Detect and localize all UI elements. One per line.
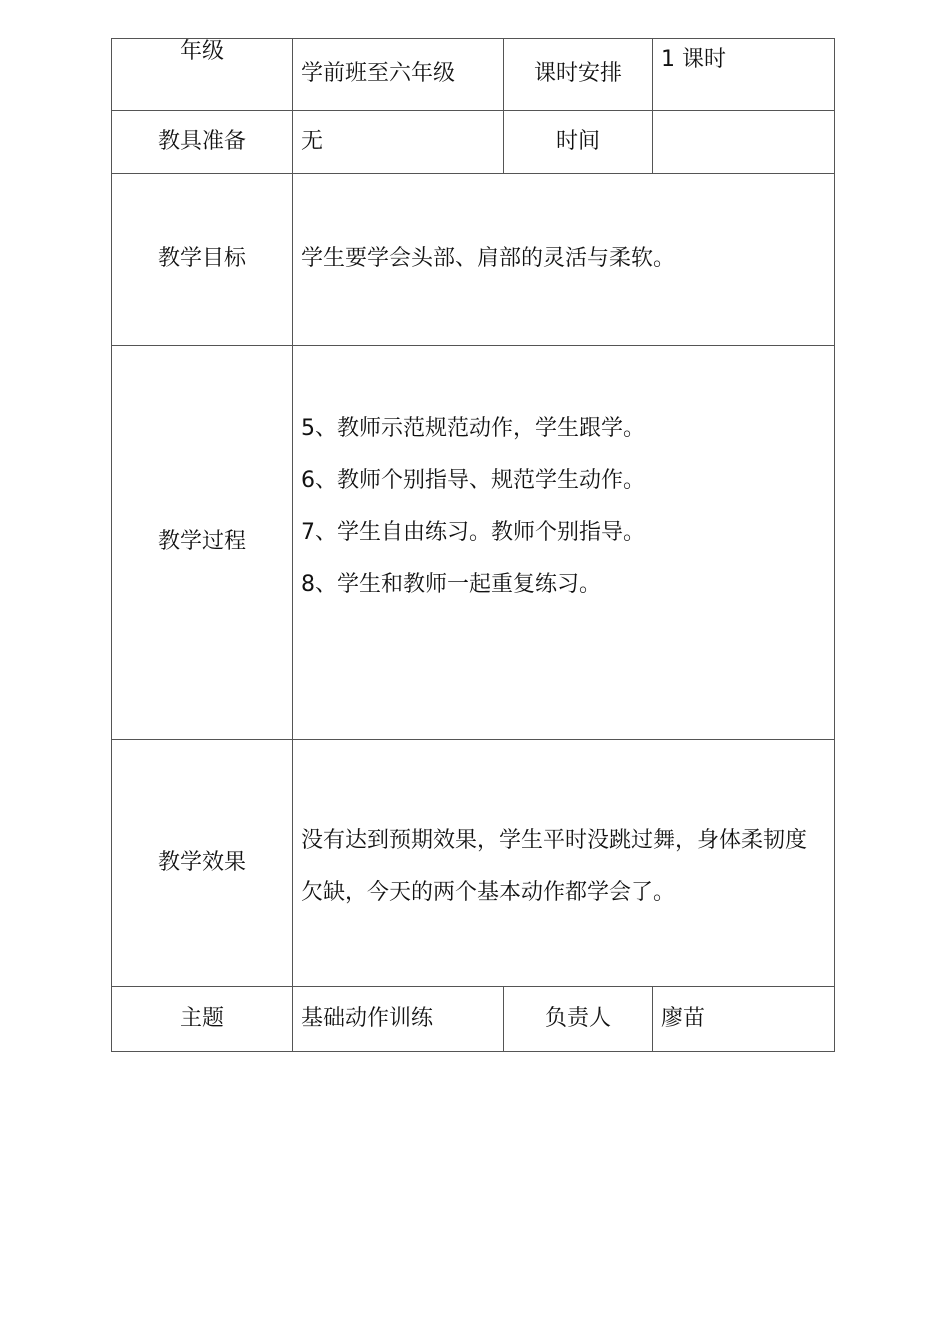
table-row <box>112 174 835 346</box>
process-cell <box>293 346 835 740</box>
lesson-plan-table <box>111 38 835 1052</box>
hours-label: 课时安排 <box>504 39 653 111</box>
grade-value: 学前班至六年级 <box>293 39 504 111</box>
tools-label: 教具准备 <box>112 111 293 174</box>
effect-value: 没有达到预期效果，学生平时没跳过舞，身体柔韧度欠缺，今天的两个基本动作都学会了。 <box>301 828 808 905</box>
effect-cell <box>293 740 835 987</box>
theme-value: 基础动作训练 <box>293 987 504 1052</box>
grade-label: 年级 <box>112 39 293 111</box>
list-item: 8、学生和教师一起重复练习。 <box>301 571 601 597</box>
list-item: 7、学生自由练习。教师个别指导。 <box>301 519 645 545</box>
process-label: 教学过程 <box>112 346 293 740</box>
table-row <box>112 346 835 740</box>
effect-label: 教学效果 <box>112 740 293 987</box>
tools-value: 无 <box>293 111 504 174</box>
list-item: 6、教师个别指导、规范学生动作。 <box>301 467 645 493</box>
time-label: 时间 <box>504 111 653 174</box>
process-list <box>301 403 826 611</box>
goal-label: 教学目标 <box>112 174 293 346</box>
table-row <box>112 39 835 111</box>
table-row <box>112 987 835 1052</box>
table-row <box>112 740 835 987</box>
time-value <box>653 111 835 174</box>
owner-label: 负责人 <box>504 987 653 1052</box>
owner-value: 廖苗 <box>653 987 835 1052</box>
goal-value: 学生要学会头部、肩部的灵活与柔软。 <box>293 174 835 346</box>
list-item: 5、教师示范规范动作，学生跟学。 <box>301 415 645 441</box>
theme-label: 主题 <box>112 987 293 1052</box>
hours-value: 1 课时 <box>653 39 835 111</box>
table-row <box>112 111 835 174</box>
